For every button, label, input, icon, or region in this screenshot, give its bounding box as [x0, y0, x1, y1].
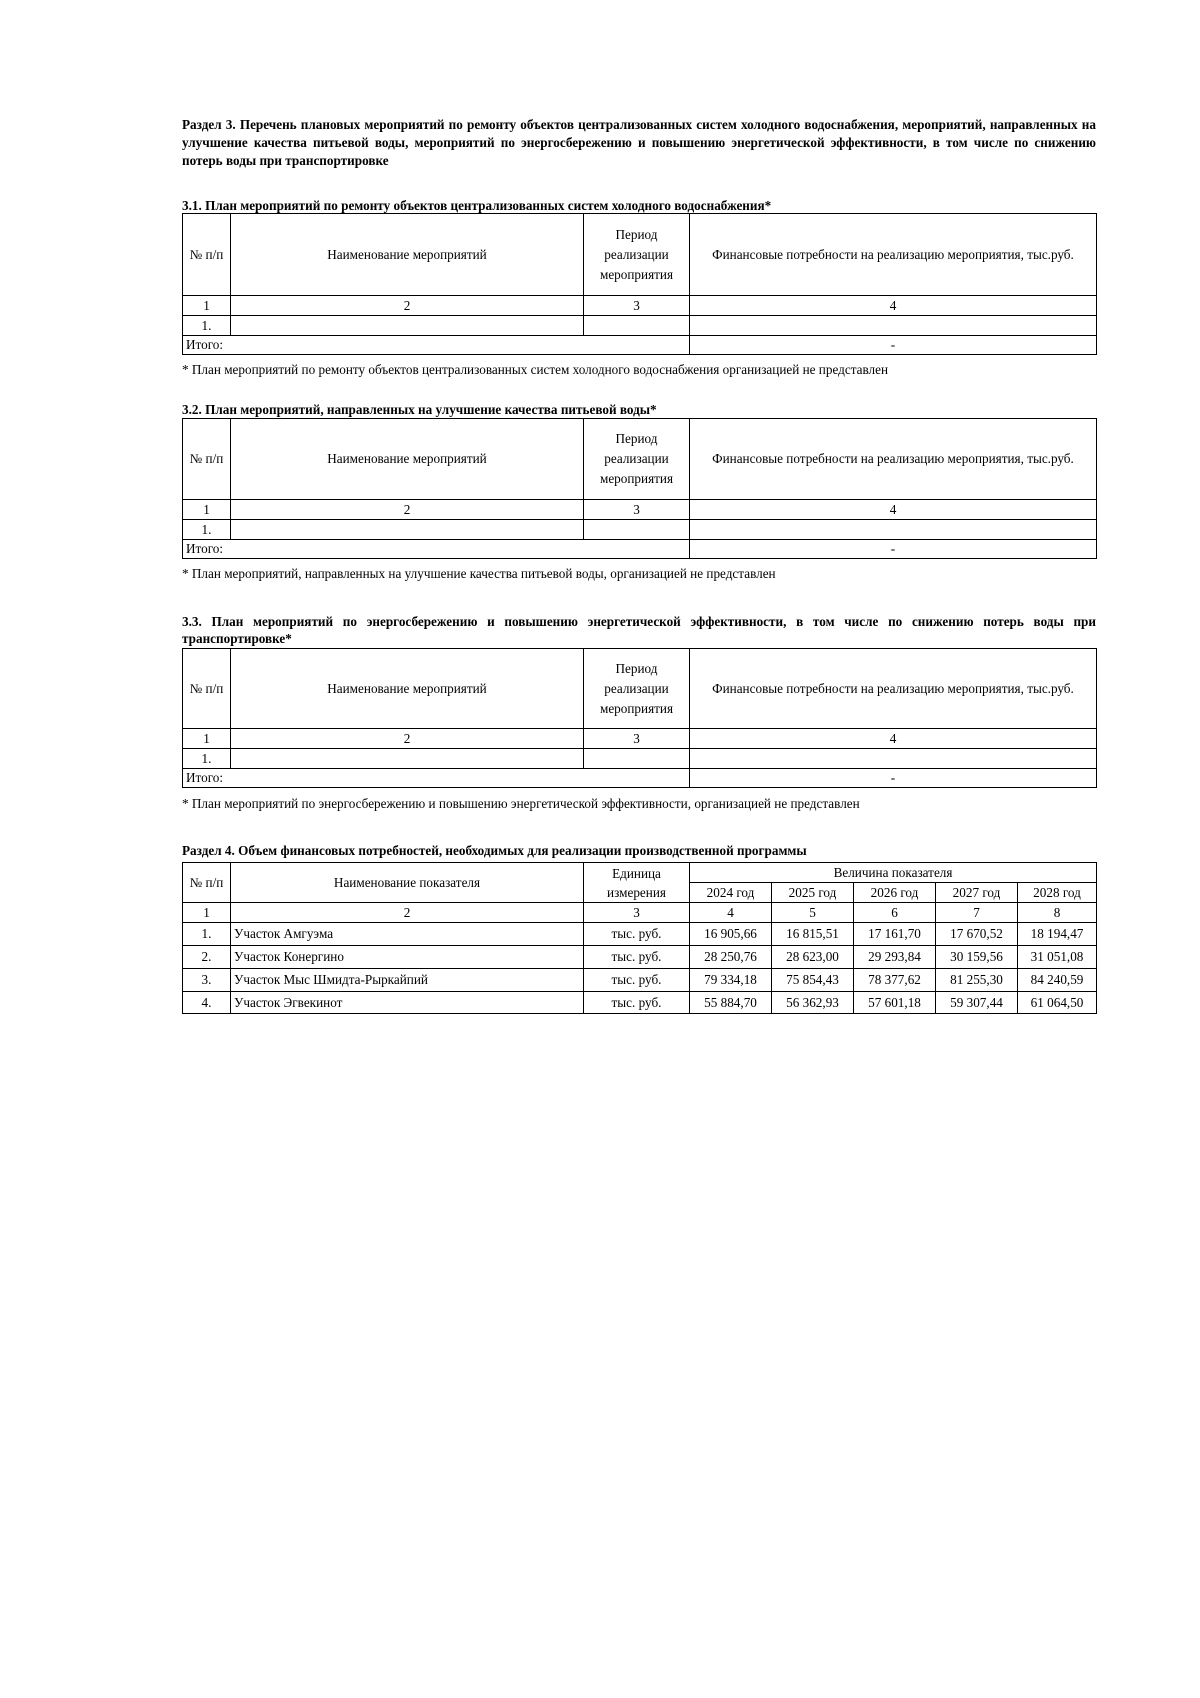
col-number: 2 — [231, 729, 584, 749]
header-finance: Финансовые потребности на реализацию мероприятия, тыс.руб. — [690, 419, 1097, 500]
total-value: - — [690, 336, 1097, 355]
col-number: 1 — [183, 903, 231, 923]
year-header: 2028 год — [1018, 883, 1097, 903]
row-name: Участок Конергино — [231, 946, 584, 969]
row-value: 59 307,44 — [936, 992, 1018, 1014]
sub1-title: 3.1. План мероприятий по ремонту объектов централизованных систем холодного водоснабжения* — [182, 198, 772, 213]
sub2-table — [182, 418, 1097, 559]
row-value: 17 670,52 — [936, 923, 1018, 946]
empty-cell — [584, 520, 690, 540]
col-number: 4 — [690, 903, 772, 923]
sub1-table — [182, 213, 1097, 355]
row-value: 56 362,93 — [772, 992, 854, 1014]
row-number: 4. — [183, 992, 231, 1014]
row-number: 2. — [183, 946, 231, 969]
col-number: 3 — [584, 903, 690, 923]
row-value: 75 854,43 — [772, 969, 854, 992]
empty-cell — [231, 520, 584, 540]
table-row — [183, 946, 1097, 969]
header-finance: Финансовые потребности на реализацию мероприятия, тыс.руб. — [690, 214, 1097, 296]
sub3-table — [182, 648, 1097, 788]
total-label: Итого: — [183, 336, 690, 355]
col-number: 5 — [772, 903, 854, 923]
empty-cell — [584, 316, 690, 336]
col-number: 3 — [584, 729, 690, 749]
col-number: 3 — [584, 296, 690, 316]
header-num: № п/п — [183, 214, 231, 296]
empty-cell — [690, 316, 1097, 336]
row-number: 3. — [183, 969, 231, 992]
s4-header-unit: Единица измерения — [584, 863, 690, 903]
empty-cell — [231, 316, 584, 336]
row-number: 1. — [183, 749, 231, 769]
col-number: 7 — [936, 903, 1018, 923]
col-number: 4 — [690, 296, 1097, 316]
s4-header-num: № п/п — [183, 863, 231, 903]
sub1-note: * План мероприятий по ремонту объектов централизованных систем холодного водоснабжения организацией не представлен — [182, 362, 889, 377]
col-number: 4 — [690, 500, 1097, 520]
col-number: 1 — [183, 729, 231, 749]
header-period: Период реализации мероприятия — [584, 214, 690, 296]
row-value: 16 815,51 — [772, 923, 854, 946]
header-num: № п/п — [183, 649, 231, 729]
section3-title: Раздел 3. Перечень плановых мероприятий по ремонту объектов централизованных систем холодного водоснабжения, мероприятий, направленных на улучшение качества питьевой воды, мероприятий по энергосбережению и повышению энергетической эффективности, в том числе по снижению потерь воды при транспортировке — [182, 117, 1096, 168]
row-number: 1. — [183, 923, 231, 946]
section4-title: Раздел 4. Объем финансовых потребностей, необходимых для реализации производственной программы — [182, 843, 807, 858]
col-number: 6 — [854, 903, 936, 923]
row-value: 28 250,76 — [690, 946, 772, 969]
year-header: 2027 год — [936, 883, 1018, 903]
header-num: № п/п — [183, 419, 231, 500]
col-number: 8 — [1018, 903, 1097, 923]
year-header: 2025 год — [772, 883, 854, 903]
empty-cell — [231, 749, 584, 769]
row-unit: тыс. руб. — [584, 969, 690, 992]
col-number: 4 — [690, 729, 1097, 749]
row-name: Участок Мыс Шмидта-Рыркайпий — [231, 969, 584, 992]
sub2-title: 3.2. План мероприятий, направленных на улучшение качества питьевой воды* — [182, 402, 657, 417]
sub3-note: * План мероприятий по энергосбережению и повышению энергетической эффективности, организацией не представлен — [182, 796, 860, 811]
col-number: 1 — [183, 500, 231, 520]
row-value: 79 334,18 — [690, 969, 772, 992]
row-value: 55 884,70 — [690, 992, 772, 1014]
table-row — [183, 969, 1097, 992]
header-finance: Финансовые потребности на реализацию мероприятия, тыс.руб. — [690, 649, 1097, 729]
row-unit: тыс. руб. — [584, 923, 690, 946]
row-name: Участок Амгуэма — [231, 923, 584, 946]
row-number: 1. — [183, 316, 231, 336]
row-value: 84 240,59 — [1018, 969, 1097, 992]
row-value: 81 255,30 — [936, 969, 1018, 992]
row-value: 78 377,62 — [854, 969, 936, 992]
header-period: Период реализации мероприятия — [584, 649, 690, 729]
row-value: 17 161,70 — [854, 923, 936, 946]
row-value: 18 194,47 — [1018, 923, 1097, 946]
table-row — [183, 923, 1097, 946]
col-number: 2 — [231, 903, 584, 923]
header-name: Наименование мероприятий — [231, 419, 584, 500]
sub3-title: 3.3. План мероприятий по энергосбережению и повышению энергетической эффективности, в том числе по снижению потерь воды при транспортировке* — [182, 614, 1096, 646]
row-value: 28 623,00 — [772, 946, 854, 969]
row-value: 57 601,18 — [854, 992, 936, 1014]
row-value: 61 064,50 — [1018, 992, 1097, 1014]
total-label: Итого: — [183, 540, 690, 559]
col-number: 1 — [183, 296, 231, 316]
col-number: 3 — [584, 500, 690, 520]
row-value: 29 293,84 — [854, 946, 936, 969]
section4-table — [182, 862, 1097, 1014]
empty-cell — [690, 749, 1097, 769]
empty-cell — [690, 520, 1097, 540]
row-number: 1. — [183, 520, 231, 540]
year-header: 2024 год — [690, 883, 772, 903]
row-name: Участок Эгвекинот — [231, 992, 584, 1014]
row-value: 31 051,08 — [1018, 946, 1097, 969]
table-row — [183, 992, 1097, 1014]
sub2-note: * План мероприятий, направленных на улучшение качества питьевой воды, организацией не представлен — [182, 566, 776, 581]
row-value: 30 159,56 — [936, 946, 1018, 969]
header-name: Наименование мероприятий — [231, 214, 584, 296]
total-value: - — [690, 769, 1097, 788]
total-label: Итого: — [183, 769, 690, 788]
empty-cell — [584, 749, 690, 769]
row-unit: тыс. руб. — [584, 946, 690, 969]
header-period: Период реализации мероприятия — [584, 419, 690, 500]
total-value: - — [690, 540, 1097, 559]
s4-header-value: Величина показателя — [690, 863, 1097, 883]
col-number: 2 — [231, 500, 584, 520]
col-number: 2 — [231, 296, 584, 316]
year-header: 2026 год — [854, 883, 936, 903]
header-name: Наименование мероприятий — [231, 649, 584, 729]
row-unit: тыс. руб. — [584, 992, 690, 1014]
s4-header-name: Наименование показателя — [231, 863, 584, 903]
row-value: 16 905,66 — [690, 923, 772, 946]
